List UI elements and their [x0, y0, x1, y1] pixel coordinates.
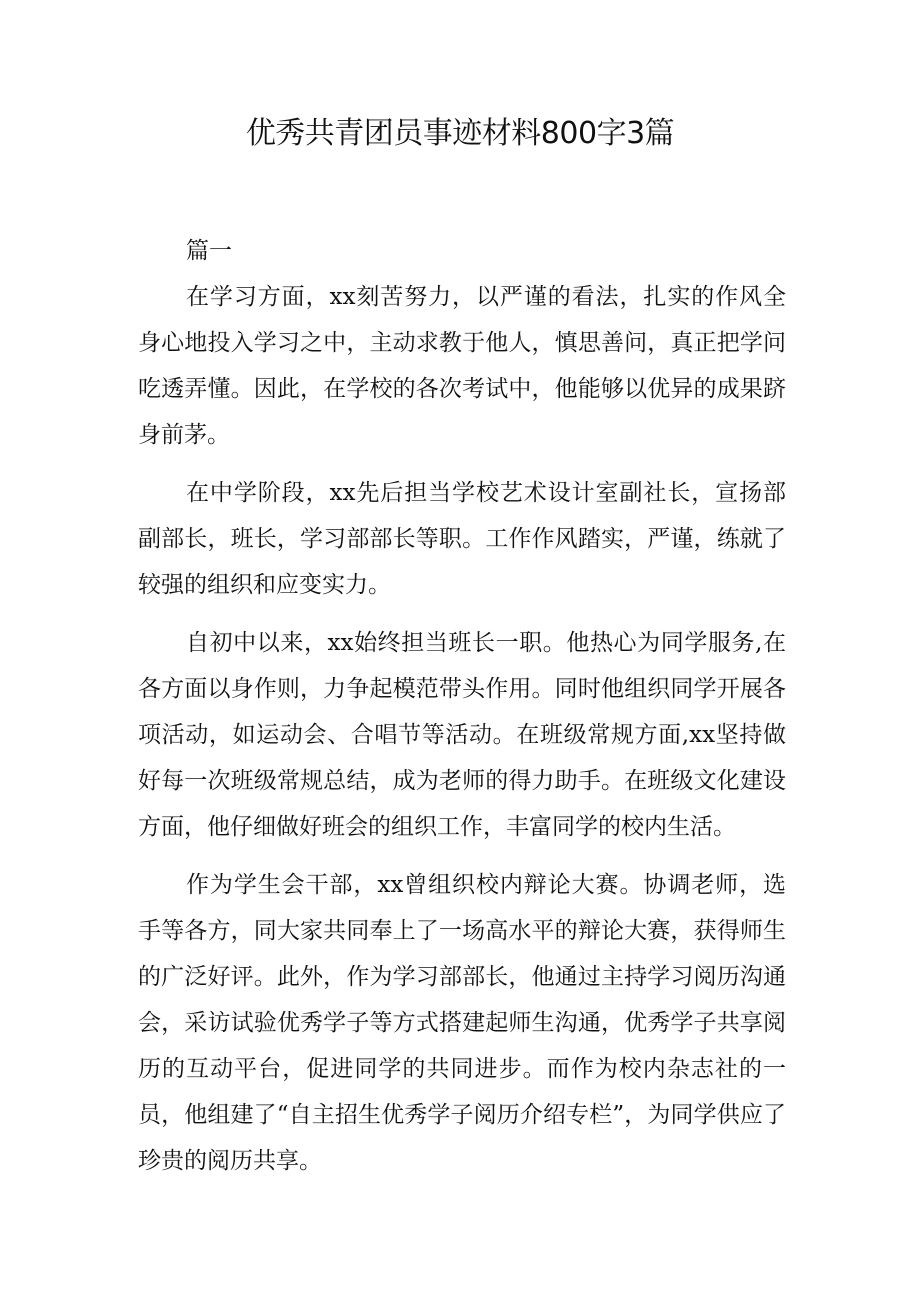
paragraph-3: 自初中以来，xx始终担当班长一职。他热心为同学服务,在各方面以身作则，力争起模范带头作用。同时他组织同学开展各项活动，如运动会、合唱节等活动。在班级常规方面,xx坚持做好每一次班级常规总结，成为老师的得力助手。在班级文化建设方面，他仔细做好班会的组织工作，丰富同学的校内生活。: [138, 630, 786, 840]
paragraph-4: 作为学生会干部，xx曾组织校内辩论大赛。协调老师，选手等各方，同大家共同奉上了一场高水平的辩论大赛，获得师生的广泛好评。此外，作为学习部部长，他通过主持学习阅历沟通会，采访试验优秀学子等方式搭建起师生沟通，优秀学子共享阅历的互动平台，促进同学的共同进步。而作为校内杂志社的一员，他组建了“自主招生优秀学子阅历介绍专栏”，为同学供应了珍贵的阅历共享。: [138, 872, 786, 1174]
paragraph-2: 在中学阶段，xx先后担当学校艺术设计室副社长，宣扬部副部长，班长，学习部部长等职。工作作风踏实，严谨，练就了较强的组织和应变实力。: [138, 480, 786, 598]
document-title: 优秀共青团员事迹材料800字3篇: [245, 116, 675, 151]
section-label: 篇一: [186, 238, 232, 264]
document-body: [138, 228, 786, 1196]
paragraph-1: 在学习方面，xx刻苦努力，以严谨的看法，扎实的作风全身心地投入学习之中，主动求教于他人，慎思善问，真正把学问吃透弄懂。因此，在学校的各次考试中，他能够以优异的成果跻身前茅。: [138, 284, 786, 448]
